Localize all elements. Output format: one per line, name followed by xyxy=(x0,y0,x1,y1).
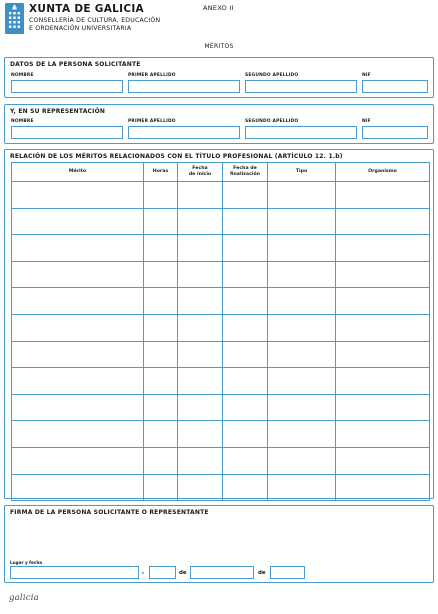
merit-cell-horas[interactable] xyxy=(144,261,178,288)
applicant-apellido1-label: PRIMER APELLIDO xyxy=(128,73,176,78)
merit-cell-merito[interactable] xyxy=(12,447,144,474)
merit-cell-horas[interactable] xyxy=(144,314,178,341)
merit-cell-merito[interactable] xyxy=(12,208,144,235)
col-horas-header xyxy=(144,163,178,182)
applicant-nombre-field[interactable] xyxy=(11,80,123,93)
merit-cell-fin[interactable] xyxy=(223,368,268,395)
merit-cell-fin[interactable] xyxy=(223,182,268,209)
merit-cell-fin[interactable] xyxy=(223,394,268,421)
merit-cell-horas[interactable] xyxy=(144,235,178,262)
merit-cell-merito[interactable] xyxy=(12,341,144,368)
de-separator-2: de xyxy=(258,570,266,576)
applicant-apellido2-field[interactable] xyxy=(245,80,357,93)
year-field[interactable] xyxy=(270,566,305,579)
lugar-fecha-label: Lugar y fecha xyxy=(10,560,43,565)
merit-cell-inicio[interactable] xyxy=(178,288,223,315)
merit-cell-organismo[interactable] xyxy=(336,394,430,421)
merit-cell-tipo[interactable] xyxy=(268,447,336,474)
col-merito-label: Mérito xyxy=(68,169,87,174)
merit-cell-tipo[interactable] xyxy=(268,261,336,288)
merit-row xyxy=(12,182,430,209)
merit-cell-tipo[interactable] xyxy=(268,421,336,448)
representative-apellido2-label: SEGUNDO APELLIDO xyxy=(245,119,299,124)
merit-cell-merito[interactable] xyxy=(12,474,144,501)
day-field[interactable] xyxy=(149,566,176,579)
galicia-logo: galicia xyxy=(9,593,39,603)
merit-row xyxy=(12,261,430,288)
merit-cell-tipo[interactable] xyxy=(268,474,336,501)
merit-cell-organismo[interactable] xyxy=(336,368,430,395)
merits-section-title: RELACIÓN DE LOS MÉRITOS RELACIONADOS CON EL TÍTULO PROFESIONAL (ARTÍCULO 12. 1.b) xyxy=(10,153,343,160)
merit-cell-inicio[interactable] xyxy=(178,208,223,235)
merit-cell-tipo[interactable] xyxy=(268,208,336,235)
merits-table xyxy=(11,162,430,501)
merit-row xyxy=(12,288,430,315)
merit-cell-merito[interactable] xyxy=(12,288,144,315)
merit-row xyxy=(12,447,430,474)
merit-cell-organismo[interactable] xyxy=(336,447,430,474)
merit-cell-organismo[interactable] xyxy=(336,341,430,368)
merit-cell-tipo[interactable] xyxy=(268,288,336,315)
merit-cell-merito[interactable] xyxy=(12,261,144,288)
merit-cell-organismo[interactable] xyxy=(336,182,430,209)
document-title: MÉRITOS xyxy=(204,43,234,50)
merit-cell-tipo[interactable] xyxy=(268,235,336,262)
merit-cell-horas[interactable] xyxy=(144,421,178,448)
merit-cell-organismo[interactable] xyxy=(336,288,430,315)
signature-section-title: FIRMA DE LA PERSONA SOLICITANTE O REPRESENTANTE xyxy=(10,509,209,516)
merit-cell-horas[interactable] xyxy=(144,368,178,395)
merit-row xyxy=(12,394,430,421)
merit-cell-tipo[interactable] xyxy=(268,394,336,421)
xunta-coat-of-arms-icon xyxy=(5,3,24,34)
merit-cell-inicio[interactable] xyxy=(178,447,223,474)
representative-nif-label: NIF xyxy=(362,119,371,124)
merits-table-body xyxy=(12,182,430,501)
merit-cell-horas[interactable] xyxy=(144,447,178,474)
merit-cell-horas[interactable] xyxy=(144,394,178,421)
merit-cell-fin[interactable] xyxy=(223,261,268,288)
merits-header-row xyxy=(12,163,430,182)
merit-row xyxy=(12,421,430,448)
month-field[interactable] xyxy=(190,566,254,579)
merit-cell-organismo[interactable] xyxy=(336,314,430,341)
merit-cell-inicio[interactable] xyxy=(178,474,223,501)
representative-nif-field[interactable] xyxy=(362,126,428,139)
org-subtitle-line1: CONSELLERÍA DE CULTURA, EDUCACIÓN xyxy=(29,17,161,24)
merit-cell-organismo[interactable] xyxy=(336,235,430,262)
col-merito-header xyxy=(12,163,144,182)
merit-cell-tipo[interactable] xyxy=(268,368,336,395)
merit-cell-merito[interactable] xyxy=(12,182,144,209)
col-organismo-label: Organismo xyxy=(368,169,397,174)
merit-cell-fin[interactable] xyxy=(223,447,268,474)
lugar-field[interactable] xyxy=(10,566,139,579)
merit-cell-inicio[interactable] xyxy=(178,341,223,368)
org-subtitle-line2: E ORDENACIÓN UNIVERSITARIA xyxy=(29,25,132,32)
col-horas-label: Horas xyxy=(152,169,169,174)
merit-cell-fin[interactable] xyxy=(223,474,268,501)
org-title: XUNTA DE GALICIA xyxy=(29,3,144,15)
merit-row xyxy=(12,208,430,235)
merit-cell-organismo[interactable] xyxy=(336,261,430,288)
merit-row xyxy=(12,314,430,341)
col-organismo-header xyxy=(336,163,430,182)
merit-row xyxy=(12,368,430,395)
merit-cell-horas[interactable] xyxy=(144,474,178,501)
merit-cell-fin[interactable] xyxy=(223,421,268,448)
col-inicio-label-2: de inicio xyxy=(188,172,212,177)
merit-cell-inicio[interactable] xyxy=(178,235,223,262)
merit-row xyxy=(12,341,430,368)
merit-cell-inicio[interactable] xyxy=(178,182,223,209)
representative-nombre-field[interactable] xyxy=(11,126,123,139)
merits-section xyxy=(4,149,434,499)
representative-section xyxy=(4,104,434,144)
signature-section xyxy=(4,505,434,583)
representative-apellido2-field[interactable] xyxy=(245,126,357,139)
applicant-section xyxy=(4,57,434,98)
applicant-section-title: DATOS DE LA PERSONA SOLICITANTE xyxy=(10,61,141,68)
merit-cell-fin[interactable] xyxy=(223,341,268,368)
applicant-nombre-label: NOMBRE xyxy=(11,73,34,78)
merit-cell-horas[interactable] xyxy=(144,182,178,209)
representative-apellido1-label: PRIMER APELLIDO xyxy=(128,119,176,124)
merit-cell-fin[interactable] xyxy=(223,314,268,341)
col-inicio-header xyxy=(178,163,223,182)
representative-nombre-label: NOMBRE xyxy=(11,119,34,124)
merit-cell-fin[interactable] xyxy=(223,235,268,262)
col-tipo-header xyxy=(268,163,336,182)
merit-cell-tipo[interactable] xyxy=(268,341,336,368)
merit-cell-merito[interactable] xyxy=(12,314,144,341)
comma-separator: , xyxy=(142,569,145,575)
col-inicio-label-1: Fecha xyxy=(192,166,208,171)
representative-section-title: Y, EN SU REPRESENTACIÓN xyxy=(10,108,106,115)
representative-apellido1-field[interactable] xyxy=(128,126,240,139)
org-subtitle xyxy=(29,17,160,33)
applicant-apellido2-label: SEGUNDO APELLIDO xyxy=(245,73,299,78)
annex-label: ANEXO II xyxy=(203,4,234,12)
merit-cell-merito[interactable] xyxy=(12,394,144,421)
merit-cell-fin[interactable] xyxy=(223,208,268,235)
merit-cell-inicio[interactable] xyxy=(178,261,223,288)
merit-cell-inicio[interactable] xyxy=(178,314,223,341)
merit-cell-organismo[interactable] xyxy=(336,208,430,235)
merit-cell-inicio[interactable] xyxy=(178,421,223,448)
merit-cell-organismo[interactable] xyxy=(336,421,430,448)
col-fin-label-2: finalización xyxy=(229,172,261,177)
applicant-nif-label: NIF xyxy=(362,73,371,78)
merit-cell-inicio[interactable] xyxy=(178,394,223,421)
merit-cell-tipo[interactable] xyxy=(268,182,336,209)
merit-row xyxy=(12,474,430,501)
merit-row xyxy=(12,235,430,262)
applicant-nif-field[interactable] xyxy=(362,80,428,93)
merit-cell-tipo[interactable] xyxy=(268,314,336,341)
merit-cell-fin[interactable] xyxy=(223,288,268,315)
merit-cell-horas[interactable] xyxy=(144,288,178,315)
col-fin-label-1: Fecha de xyxy=(233,166,257,171)
merit-cell-horas[interactable] xyxy=(144,341,178,368)
col-tipo-label: Tipo xyxy=(295,169,308,174)
de-separator-1: de xyxy=(179,570,187,576)
merit-cell-merito[interactable] xyxy=(12,421,144,448)
merit-cell-horas[interactable] xyxy=(144,208,178,235)
merit-cell-organismo[interactable] xyxy=(336,474,430,501)
applicant-apellido1-field[interactable] xyxy=(128,80,240,93)
merit-cell-inicio[interactable] xyxy=(178,368,223,395)
col-fin-header xyxy=(223,163,268,182)
merit-cell-merito[interactable] xyxy=(12,235,144,262)
merit-cell-merito[interactable] xyxy=(12,368,144,395)
